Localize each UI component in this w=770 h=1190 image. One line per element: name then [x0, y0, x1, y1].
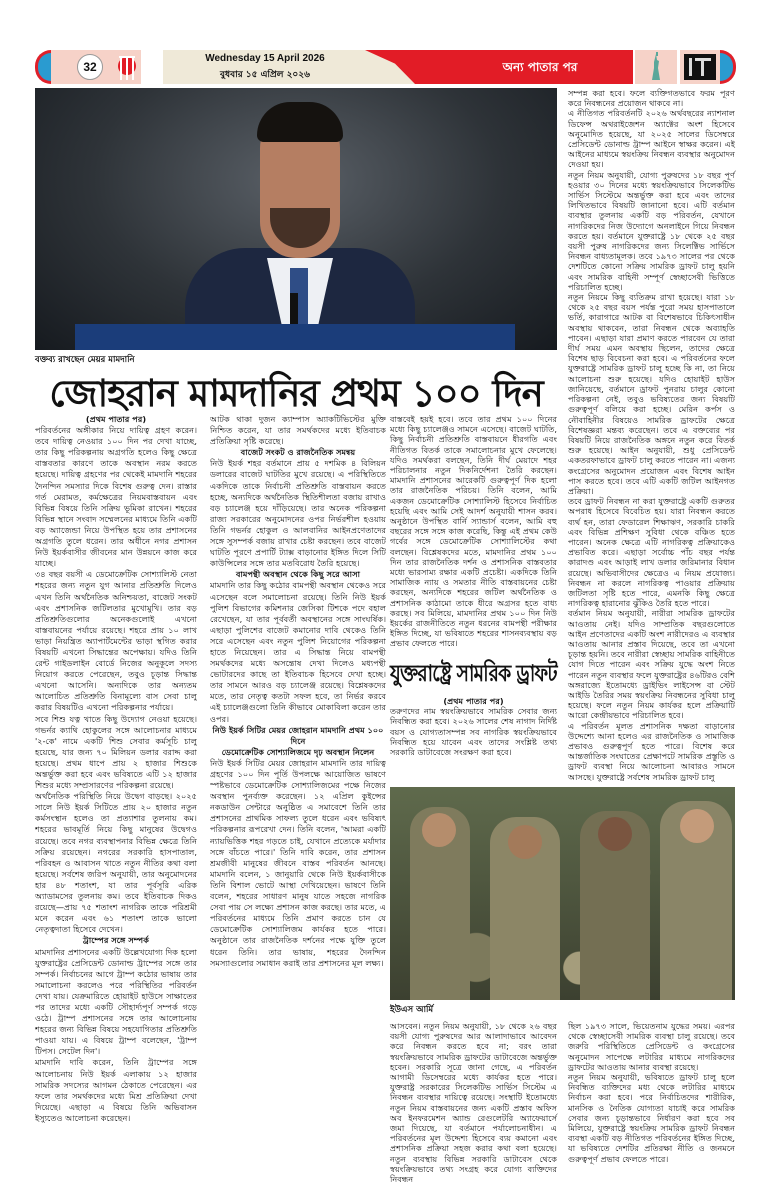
date-english: Wednesday 15 April 2026	[205, 53, 325, 64]
shaheed-minar-logo-icon	[117, 54, 137, 80]
subheading: বামপন্থী অবস্থান থেকে কিছু সরে আসা	[235, 569, 360, 580]
page-header	[35, 50, 736, 84]
paragraph: পরিবর্তনের অঙ্গীকার নিয়ে দায়িত্ব গ্রহণ করেন। তবে দায়িত্ব নেওয়ার ১০০ দিন পর দেখা যাচ্ছে, তার কিছু পরিকল্পনায় অগ্রগতি হলেও কিছু ক্ষেত্রে বাস্তবতার কারণে তাকে অবস্থান নরম করতে হয়েছে। দায়িত্ব গ্রহণের পর থেকেই মামদানি শহরের দৈনন্দিন সমস্যার দিকে বিশেষ গুরুত্ব দেন। রাস্তার গর্ত মেরামত, কর্মক্ষেত্রের নিয়মবাস্তবায়ন এবং বিভিন্ন বিষয়ে তিনি সক্রিয় ভূমিকা রাখেন। শহরের বিভিন্ন স্থানে সংবাদ সম্মেলনের মাধ্যমে তিনি একটি বড় অ্যাজেন্ডা নিয়ে উপস্থিত হয়ে তার প্রশাসনের অগ্রগতি তুলে ধরেন। তার অধীনে নগর প্রশাসন নিউ ইয়র্কবাসীর জীবনের মান উন্নয়নে কাজ করে যাচ্ছে।	[35, 425, 197, 569]
article2-intro	[390, 696, 557, 757]
header-right-cap	[720, 50, 736, 84]
brand-logo-block	[680, 50, 720, 84]
article2-bottom-left	[390, 1021, 557, 1184]
page-number: 32	[77, 54, 103, 80]
article1-column-3	[390, 414, 557, 649]
paragraph: নিউ ইয়র্ক সিটির মেয়র জোহরান মামদানি তার দায়িত্ব গ্রহণের ১০০ দিন পূর্তি উপলক্ষে আয়োজিত ভাষণে স্পষ্টভাবে ডেমোক্রেটিক সোশ্যালিজমের পক্ষে নিজের অবস্থান পুনর্ব্যক্ত করেছেন। ১২ এপ্রিল কুইন্সের নকডাউন সেন্টারে অনুষ্ঠিত এ সমাবেশে তিনি তার প্রশাসনের প্রাথমিক সাফল্য তুলে ধরেন এবং ভবিষ্যৎ পরিকল্পনার রূপরেখা দেন। তিনি বলেন, 'আমরা একটি ন্যায়ভিত্তিক শহর গড়তে চাই, যেখানে প্রত্যেকে মর্যাদার সঙ্গে বাঁচতে পারে।' তিনি দাবি করেন, তার প্রশাসন শ্রমজীবী মানুষের জীবনে বাস্তব পরিবর্তন আনছে। মামদানি বলেন, ১ জানুয়ারি থেকে নিউ ইয়র্কবাসীকে তিনি বিশাল ভোটে আস্থা দেখিয়েছেন। ভাষণে তিনি বলেন, শহরের সাধারণ মানুষ যাতে সহজে নাগরিক সেবা পায় সে লক্ষ্যে প্রশাসন কাজ করছে। তার মতে, এ পরিবর্তনের মাধ্যমে তিনি প্রমাণ করতে চান যে ডেমোক্রেটিক সোশ্যালিজম কার্যকর হতে পারে। অনুষ্ঠানে তার রাজনৈতিক দর্শনের পক্ষে যুক্তি তুলে ধরেন তিনি। তার ভাষায়, শহরের দৈনন্দিন সমস্যাগুলোর সমাধান করাই তার প্রশাসনের মূল লক্ষ্য।	[210, 757, 386, 968]
army-photo-caption: ইউএস আর্মি	[390, 1005, 434, 1015]
paragraph: ছিল ১৯৭৩ সালে, ভিয়েতনাম যুদ্ধের সময়। এরপর থেকে স্বেচ্ছাসেবী সামরিক ব্যবস্থা চালু রয়েছে। তবে জরুরি পরিস্থিতিতে প্রেসিডেন্ট ও কংগ্রেসের অনুমোদন সাপেক্ষে লটারির মাধ্যমে নাগরিকদের ড্রাফটের আওতায় আনার ব্যবস্থা রয়েছে।	[568, 1021, 735, 1072]
paragraph: মামদানি দাবি করেন, তিনি ট্রাম্পের সঙ্গে আলোচনায় নিউ ইয়র্ক এলাকায় ১২ হাজার সামরিক সদস্যের আগমন ঠেকাতে পেরেছেন। এর ফলে তার সমর্থকদের মধ্যে মিশ্র প্রতিক্রিয়া দেখা দিয়েছে। এছাড়া এ বিষয়ে তিনি অভিবাসন ইস্যুতেও আলোচনা করেছেন।	[35, 1057, 197, 1123]
paragraph: নতুন নিয়ম অনুযায়ী, ভবিষ্যতে ড্রাফট চালু হলে নিবন্ধিত ব্যক্তিদের মধ্য থেকে লটারির মাধ্যমে নির্বাচন করা হবে। পরে নির্বাচিতদের শারীরিক, মানসিক ও নৈতিক যোগ্যতা যাচাই করে সামরিক সেবার জন্য চূড়ান্তভাবে নির্ধারণ করা হবে সব মিলিয়ে, যুক্তরাষ্ট্রে স্বয়ংক্রিয় সামরিক ড্রাফট নিবন্ধন ব্যবস্থা একটি বড় নীতিগত পরিবর্তনের ইঙ্গিত দিচ্ছে, যা ভবিষ্যতে দেশটির প্রতিরক্ষা নীতি ও জনমনে গুরুত্বপূর্ণ প্রভাব ফেলতে পারে।	[568, 1072, 735, 1164]
subheading: নিউ ইয়র্ক সিটির মেয়র জোহরান মামদানি প্রথম ১০০ দিনে	[212, 724, 384, 746]
paragraph: আসবেন। নতুন নিয়ম অনুযায়ী, ১৮ থেকে ২৬ বছর বয়সী যোগ্য পুরুষদের আর আলাদাভাবে আবেদন করে নিবন্ধন করতে হবে না; বরং তারা স্বয়ংক্রিয়ভাবে সামরিক ড্রাফটের ডাটাবেজে অন্তর্ভুক্ত হবেন। সরকারি সূত্রে জানা গেছে, এ পরিবর্তন আগামী ডিসেম্বরের মধ্যে কার্যকর হতে পারে। যুক্তরাষ্ট্র সরকারের সিলেকটিভ সার্ভিস সিস্টেম এ নিবন্ধন ব্যবস্থার দায়িত্বে রয়েছে। সংস্থাটি ইতোমধ্যে নতুন নিয়ম বাস্তবায়নের জন্য একটি প্রস্তাব অফিস অব ইনফরমেশন অ্যান্ড রেগুলেটরি অ্যাফেয়ার্সে জমা দিয়েছে, যা বর্তমানে পর্যালোচনাধীন। এ পরিবর্তনের মূল উদ্দেশ্য হিসেবে ব্যয় কমানো এবং প্রশাসনিক প্রক্রিয়া সহজ করার কথা বলা হয়েছে। নতুন ব্যবস্থায় বিভিন্ন সরকারি ডাটাবেস থেকে স্বয়ংক্রিয়ভাবে তথ্য সংগ্রহ করে যোগ্য ব্যক্তিদের নিবন্ধন	[390, 1021, 557, 1185]
article2-right-column	[568, 88, 735, 782]
paragraph: বর্তমান নিয়ম অনুযায়ী, নারীরা সামরিক ড্রাফটের আওতায় নেই। যদিও সাম্প্রতিক বছরগুলোতে আইন প্রণেতাদের একটি অংশ নারীদেরও এ ব্যবস্থার আওতায় আনার প্রস্তাব দিয়েছে, তবে তা এখনো চূড়ান্ত হয়নি। তবে নারীরা স্বেচ্ছায় সামরিক বাহিনীতে যোগ দিতে পারেন এবং সক্রিয় যুদ্ধে অংশ নিতে পারেন নতুন ব্যবস্থার ফলে যুক্তরাষ্ট্রের ৪৬টিরও বেশি অঙ্গরাজ্যে ইতোমধ্যে ড্রাইভিং লাইসেন্স বা স্টেট আইডি তৈরির সময় স্বয়ংক্রিয় নিবন্ধনের সুবিধা চালু হয়েছে। ফলে নতুন নিয়ম কার্যকর হলে প্রক্রিয়াটি আরো কেন্দ্রীয়ভাবে পরিচালিত হবে।	[568, 608, 735, 721]
mayor-photo	[35, 88, 557, 350]
article1-column-2	[210, 414, 386, 1184]
article2-bottom-right	[568, 1021, 735, 1164]
continued-label: (প্রথম পাতার পর)	[85, 414, 147, 424]
paragraph: মামদানির প্রশাসনের একটি উল্লেখযোগ্য দিক হলো যুক্তরাষ্ট্রের প্রেসিডেন্ট ডোনাল্ড ট্রাম্পের সঙ্গে তার সম্পর্ক। নির্বাচনের আগে ট্রাম্প কঠোর ভাষায় তার সমালোচনা করলেও পরে পরিস্থিতির পরিবর্তন দেখা যায়। যেক্রমারিতে হোয়াইট হাউসে সাক্ষাতের পর তাদের মধ্যে একটি সৌহার্দ্যপূর্ণ সম্পর্ক গড়ে ওঠে। ট্রাম্প প্রশাসনের সঙ্গে তার আলোচনায় শহরের জন্য বিভিন্ন বিষয়ে সহযোগিতার প্রতিশ্রুতি পাওয়া যায়। এ বিষয়ে ট্রাম্প বলেছেন, 'ট্রাম্প টিপস। সেটেল দিন'।	[35, 946, 197, 1057]
headline-draft: যুক্তরাষ্ট্রে সামরিক ড্রাফট	[390, 660, 557, 687]
paragraph: মামদানি তার কিছু কঠোর বামপন্থী অবস্থান থেকেও সরে এসেছেন বলে সমালোচনা রয়েছে। তিনি নিউ ইয়র্ক পুলিশ বিভাগের কমিশনার জেসিকা টিশকে পদে বহাল রেখেছেন, যা তার পূর্ববর্তী অবস্থানের সঙ্গে সাংঘর্ষিক। এছাড়া পুলিশের বাজেট কমানোর দাবি থেকেও তিনি সরে এসেছেন এবং নতুন পুলিশ নিয়োগের পরিকল্পনা হাতে নিয়েছেন। তার এ সিদ্ধান্ত নিয়ে বামপন্থী সমর্থকদের মধ্যে অসন্তোষ দেখা দিলেও মধ্যপন্থী ভোটারদের কাছে তা ইতিবাচক হিসেবে দেখা হচ্ছে। তার সামনে আরও বড় চ্যালেঞ্জ রয়েছে। বিশ্লেষকদের মতে, তার নেতৃত্ব কতটা সফল হবে, তা নির্ভর করবে এই চ্যালেঞ্জগুলো তিনি কীভাবে মোকাবিলা করেন তার ওপর।	[210, 580, 386, 724]
continued-label: (প্রথম পাতার পর)	[443, 696, 504, 706]
page-number-block	[51, 50, 141, 84]
paragraph: সম্পন্ন করা হবে। ফলে ব্যক্তিগতভাবে ফরম পূরণ করে নিবন্ধনের প্রয়োজন থাকবে না।	[568, 88, 735, 109]
paragraph: তরুণদের নাম স্বয়ংক্রিয়ভাবে সামরিক সেবার জন্য নিবন্ধিত করা হবে। ২০২৬ সালের শেষ নাগাদ নির্দিষ্ট বয়স ও যোগ্যতাসম্পন্ন সব নাগরিক স্বয়ংক্রিয়ভাবে নিবন্ধিত হয়ে যাবেন এবং তাদের সংশ্লিষ্ট তথ্য সরকারি ডাটাবেজে সংরক্ষণ করা হবে।	[390, 706, 557, 758]
paragraph: আটক থাকা দুজন ক্যাম্পাস অ্যাকটিভিস্টের মুক্তি নিশ্চিত করেন, যা তার সমর্থকদের মধ্যে ইতিবাচক প্রতিক্রিয়া সৃষ্টি করেছে।	[210, 414, 386, 447]
section-title: অন্য পাতার পর	[502, 60, 578, 74]
paragraph: অর্থনৈতিক পরিস্থিতি নিয়ে উদ্বেগ বাড়ছে। ২০২৫ সালে নিউ ইয়র্ক সিটিতে প্রায় ২০ হাজার নতুন কর্মসংস্থান হলেও তা প্রত্যাশার তুলনায় কম। শহরের ভাবমূর্তি নিয়ে কিছু মানুষের উদ্বেগও রয়েছে। তবে নগর ব্যবস্থাপনার বিভিন্ন ক্ষেত্রে তিনি সক্রিয় রয়েছেন। নগরের সরকারি হাসপাতাল, পরিবহন ও আবাসন খাতে নতুন নীতির কথা বলা হয়েছে। সর্বশেষ জরিপ অনুযায়ী, তার অনুমোদনের হার ৪৮ শতাংশ, যা তার পূর্বসূরি এরিক অ্যাডামসের তুলনায় কম। তবে ইতিবাচক দিকও রয়েছে—প্রায় ৭৫ শতাংশ নাগরিক তাকে পরিশ্রমী মনে করেন এবং ৬১ শতাংশ তাকে ভালো নেতৃত্বদাতা হিসেবে দেখেন।	[35, 791, 197, 935]
paragraph: নিউ ইয়র্ক শহর বর্তমানে প্রায় ৫ দশমিক ৪ বিলিয়ন ডলারের বাজেট ঘাটতির মুখে রয়েছে। এ পরিস্থিতিতে একদিকে তাকে নির্বাচনী প্রতিশ্রুতি বাস্তবায়ন করতে হচ্ছে, অন্যদিকে অর্থনৈতিক স্থিতিশীলতা বজায় রাখাও বড় চ্যালেঞ্জ হয়ে দাঁড়িয়েছে। তার অনেক পরিকল্পনা রাজ্য সরকারের অনুমোদনের ওপর নির্ভরশীল হওয়ায় তিনি গভর্নর হোকুল ও আলবানির আইনপ্রণেতাদের সঙ্গে সুসম্পর্ক বজায় রাখার চেষ্টা করছেন। তবে বাজেট ঘাটতি পূরণে প্রপার্টি ট্যাক্স বাড়ানোর ইঙ্গিত দিলে সিটি কাউন্সিলের সঙ্গে তার মতবিরোধ তৈরি হয়েছে।	[210, 458, 386, 569]
subheading: ডেমোক্রেটিক সোশ্যালিজমে দৃঢ় অবস্থান নিলেন	[221, 746, 375, 757]
paragraph: এ পরিবর্তন মূলত প্রশাসনিক দক্ষতা বাড়ানোর উদ্দেশ্যে আনা হলেও এর রাজনৈতিক ও সামাজিক প্রভাবও গুরুত্বপূর্ণ হতে পারে। বিশেষ করে আন্তর্জাতিক সংঘাতের প্রেক্ষাপটে সামরিক প্রস্তুতি ও ড্রাফট ব্যবস্থা নিয়ে আলোচনা আবারও সামনে আসছে। যুক্তরাষ্ট্রে সর্বশেষ সামরিক ড্রাফট চালু	[568, 720, 735, 782]
paragraph: নতুন নিয়মে কিছু ব্যতিক্রম রাখা হয়েছে। যারা ১৮ থেকে ২৫ বছর বয়স পর্যন্ত পুরো সময় হাসপাতালে ভর্তি, কারাগারে আটক বা বিশেষভাবে চিকিৎসাধীন অবস্থায় থাকবেন, তারা নিবন্ধন থেকে অব্যাহতি পাবেন। এছাড়া যারা প্রমাণ করতে পারবেন যে তারা দীর্ঘ সময় এমন অবস্থায় ছিলেন, তাদের ক্ষেত্রে বিশেষ ছাড় বিবেচনা করা হবে। এ পরিবর্তনের ফলে যুক্তরাষ্ট্রে সামরিক ড্রাফট চালু হচ্ছে কি না, তা নিয়ে আলোচনা শুরু হয়েছে। যদিও হোয়াইট হাউস জানিয়েছে, বর্তমানে ড্রাফট পুনরায় চালুর কোনো পরিকল্পনা নেই, তবুও ভবিষ্যতের জন্য বিষয়টি গুরুত্বপূর্ণ বলিয়ে করা হচ্ছে। মেরিন কর্পস ও নৌবাহিনীর বিষয়েও সামরিক ড্রাফটের ক্ষেত্রে বিশেষজ্ঞরা মন্তব্য করেছেন। তবে এ বক্তব্যের পর বিষয়টি নিয়ে রাজনৈতিক অঙ্গনে নতুন করে বিতর্ক শুরু হয়েছে। আইন অনুযায়ী, শুধু প্রেসিডেন্ট একতরফাভাবে ড্রাফট চালু করতে পারেন না। এজন্য কংগ্রেসের অনুমোদন প্রয়োজন এবং বিশেষ আইন পাস করতে হবে। তবে এটি একটি জটিল আইনগত প্রক্রিয়া।	[568, 292, 735, 496]
headline-main: জোহরান মামদানির প্রথম ১০০ দিন	[49, 371, 543, 415]
paragraph: সবে শিশু যত্ন খাতে কিছু উদ্যোগ নেওয়া হয়েছে। গভর্নর ক্যাথি হোকুলের সঙ্গে আলোচনার মাধ্যমে '২-কে' নামে একটি শিশু সেবার কর্মসূচি চালু হয়েছে, যার জন্য ৭০ মিলিয়ন ডলার বরাদ্দ করা হয়েছে। প্রথম ধাপে প্রায় ২ হাজার শিশুকে অন্তর্ভুক্ত করা হবে এবং ভবিষ্যতে এটি ১২ হাজার শিশুর মধ্যে সম্প্রসারণের পরিকল্পনা রয়েছে।	[35, 713, 197, 791]
brand-logo-icon	[684, 54, 716, 80]
liberty-block	[635, 50, 677, 84]
subheading: ট্রাম্পের সঙ্গে সম্পর্ক	[83, 935, 149, 946]
date-bengali: বুধবার ১৫ এপ্রিল ২০২৬	[220, 70, 310, 80]
subheading: বাজেট সংকট ও রাজনৈতিক সমন্বয়	[240, 447, 356, 458]
army-photo	[390, 787, 735, 1000]
article1-column-1	[35, 414, 197, 1184]
paragraph: বাস্তবেই হয়ই হবে। তবে তার প্রথম ১০০ দিনের মধ্যে কিছু চ্যালেঞ্জও সামনে এসেছে। বাজেট ঘাটতি, কিছু নির্বাচনী প্রতিশ্রুতি বাস্তবায়নে ধীরগতি এবং নীতিগত বিতর্ক তাকে সমালোচনার মুখে ফেলেছে। যদিও সমর্থকরা বলছেন, তিনি দীর্ঘ মেয়াদে শহর পরিচালনার নতুন দিকনির্দেশনা তৈরি করছেন। মামদানি প্রশাসনের আরেকটি গুরুত্বপূর্ণ দিক হলো তার রাজনৈতিক পরিচয়। তিনি বলেন, আমি একজন ডেমোক্রেটিক সোশ্যালিস্ট হিসেবে নির্বাচিত হয়েছি এবং আমি সেই আদর্শ অনুযায়ী শাসন করব। অনুষ্ঠানে উপস্থিত বার্নি স্যান্ডার্স বলেন, আমি বহু বছরের সঙ্গে সঙ্গে কাজ করেছি, কিন্তু এই প্রথম কেউ গর্বের সঙ্গে ডেমোক্রেটিক সোশ্যালিস্টের কথা বলছেন। বিশ্লেষকদের মতে, মামদানির প্রথম ১০০ দিন তার রাজনৈতিক দর্শন ও প্রশাসনিক বাস্তবতার মধ্যে ভারসাম্য রক্ষার একটি প্রচেষ্টা। একদিকে তিনি সামাজিক ন্যায় ও সমতার নীতি বাস্তবায়নের চেষ্টা করছেন, অন্যদিকে শহরের জটিল অর্থনৈতিক ও প্রশাসনিক কাঠামো তাকে ধীরে অগ্রসর হতে বাধ্য করছে। সব মিলিয়ে, মামদানির প্রথম ১০০ দিন নিউ ইয়র্কের রাজনীতিতে নতুন ধরনের বামপন্থী পরীক্ষার ইঙ্গিত দিচ্ছে, যা ভবিষ্যতে শহরের শাসনব্যবস্থায় বড় প্রভাব ফেলতে পারে।	[390, 414, 557, 649]
paragraph: এ নীতিগত পরিবর্তনটি ২০২৬ অর্থবছরের ন্যাশনাল ডিফেন্স অথরাইজেশন অ্যাক্টের অংশ হিসেবে অনুমোদিত হয়েছে, যা ২০২৫ সালের ডিসেম্বরে প্রেসিডেন্ট ডোনাল্ড ট্রাম্প আইনে স্বাক্ষর করেন। এই আইনের মাধ্যমে স্বয়ংক্রিয় নিবন্ধন ব্যবস্থার অনুমোদন দেওয়া হয়।	[568, 108, 735, 170]
photo-caption: বক্তব্য রাখছেন মেয়র মামদানি	[35, 355, 135, 365]
paragraph: ৩৪ বছর বয়সী এ ডেমোক্রেটিক সোশ্যালিস্ট নেতা শহরের জন্য নতুন যুগ আনার প্রতিশ্রুতি দিলেও এখন তিনি অর্থনৈতিক অনিশ্চয়তা, বাজেট সংকট এবং প্রশাসনিক জটিলতার মুখোমুখি। তার বড় প্রতিশ্রুতিগুলোর অনেকগুলোই এখনো বাস্তবায়নের পর্যায়ে রয়েছে। শহরে প্রায় ১০ লাখ ভাড়া নিয়ন্ত্রিত অ্যাপার্টমেন্টের ভাড়া স্থগিত করার বিষয়টি এখনো সিদ্ধান্তের অপেক্ষায়। যদিও তিনি রেন্ট গাইডলাইন বোর্ডে নিজের অনুকূলে সদস্য নিয়োগ করতে পেরেছেন, তবুও চূড়ান্ত সিদ্ধান্ত এখনো আসেনি। অন্যদিকে তার অন্যতম আলোচিত প্রতিশ্রুতি বিনামূল্যে বাস সেবা চালু করার বিষয়টিও এখনো পরিকল্পনার পর্যায়ে।	[35, 569, 197, 713]
header-left-cap	[35, 50, 51, 84]
paragraph: তবে ড্রাফট নিবন্ধন না করা যুক্তরাষ্ট্রে একটি গুরুতর অপরাধ হিসেবে বিবেচিত হয়। যারা নিবন্ধন করতে ব্যর্থ হন, তারা ফেডারেল শিক্ষাঋণ, সরকারি চাকরি এবং বিভিন্ন প্রশিক্ষণ সুবিধা থেকে বঞ্চিত হতে পারেন। অনেক ক্ষেত্রে এটি নাগরিকত্ব প্রক্রিয়াকেও প্রভাবিত করে। এছাড়া সর্বোচ্চ পাঁচ বছর পর্যন্ত কারাদণ্ড এবং আড়াই লাখ ডলার জরিমানার বিধান রয়েছে। অভিবাসীদের ক্ষেত্রেও এ নিয়ম প্রযোজ্য। নিবন্ধন না করলে নাগরিকত্ব পাওয়ার প্রক্রিয়ায় জটিলতা সৃষ্টি হতে পারে, এমনকি কিছু ক্ষেত্রে নাগরিকত্ব হারানোর ঝুঁকিও তৈরি হতে পারে।	[568, 496, 735, 609]
paragraph: নতুন নিয়ম অনুযায়ী, যোগ্য পুরুষদের ১৮ বছর পূর্ণ হওয়ার ৩০ দিনের মধ্যে স্বয়ংক্রিয়ভাবে সিলেকটিভ সার্ভিস সিস্টেমে অন্তর্ভুক্ত করা হবে এবং তাদের লিখিতভাবে বিষয়টি জানানো হবে। এটি বর্তমান ব্যবস্থার তুলনায় একটি বড় পরিবর্তন, যেখানে নাগরিকদের নিজ উদ্যোগে অনলাইনে গিয়ে নিবন্ধন করতে হয়। বর্তমানে যুক্তরাষ্ট্রে ১৮ থেকে ২৫ বছর বয়সী পুরুষ নাগরিকদের জন্য সিলেক্টিভ সার্ভিসে নিবন্ধন বাধ্যতামূলক। তবে ১৯৭৩ সালের পর থেকে দেশটিতে কোনো সক্রিয় সামরিক ড্রাফট চালু হয়নি এবং সামরিক বাহিনী সম্পূর্ণ স্বেচ্ছাসেবী ভিত্তিতে পরিচালিত হচ্ছে।	[568, 169, 735, 292]
statue-of-liberty-icon	[648, 52, 664, 82]
